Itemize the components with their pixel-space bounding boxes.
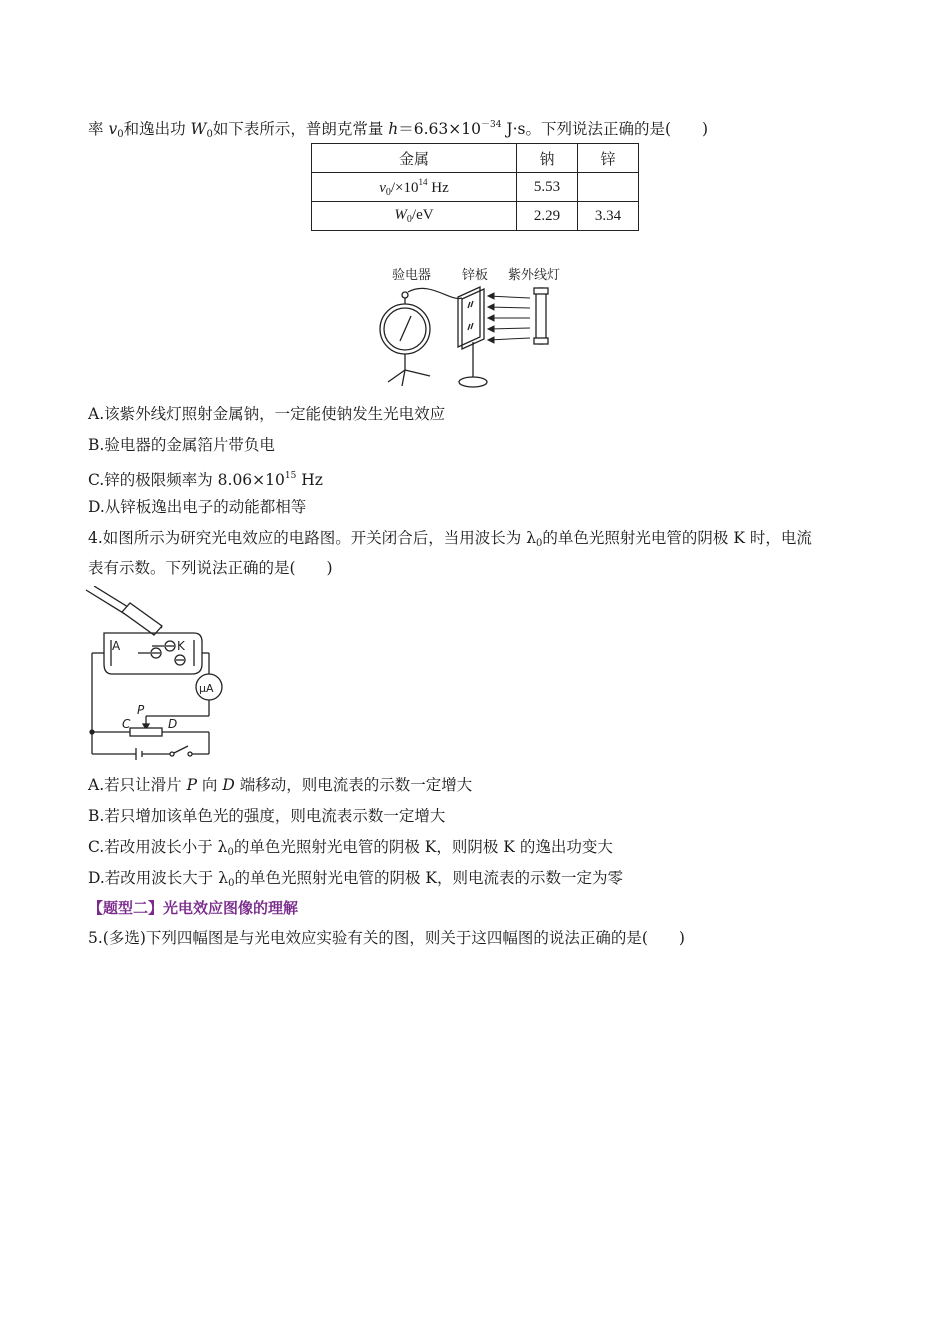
q3-option-d: D.从锌板逸出电子的动能都相等: [88, 498, 307, 516]
label-microammeter: μA: [199, 682, 214, 695]
q3-intro-text: 率: [88, 120, 109, 138]
q4-stem-line1: [88, 528, 812, 554]
section-heading: 【题型二】光电效应图像的理解: [88, 899, 299, 917]
table-row-label: [312, 202, 517, 231]
q4-option-d: [88, 868, 623, 894]
photoelectric-circuit-figure: [84, 586, 229, 766]
table-cell: 2.29: [517, 202, 578, 231]
q4-option-c-text: C.若改用波长小于 λ: [88, 838, 228, 856]
q4-option-a-text: 向: [197, 776, 223, 794]
label-d: D: [168, 717, 178, 731]
table-row: [312, 202, 639, 231]
label-uv-lamp: 紫外线灯: [508, 268, 561, 283]
table-header-cell: 锌: [578, 144, 639, 173]
label-zinc-plate: 锌板: [462, 268, 489, 283]
electroscope-figure: [370, 262, 585, 394]
q4-stem-text: 的单色光照射光电管的阴极 K 时，电流: [542, 529, 812, 547]
rheostat: [130, 728, 162, 736]
q4-option-a: [88, 775, 472, 795]
q3-intro-text: 如下表所示，普朗克常量: [212, 120, 389, 138]
label-a: A: [112, 639, 121, 653]
q3-option-c: [88, 466, 323, 490]
label-k: K: [177, 639, 185, 653]
table-cell: 5.53: [517, 173, 578, 202]
q4-option-d-text: 的单色光照射光电管的阴极 K，则电流表的示数一定为零: [234, 869, 623, 887]
zinc-plate: [458, 287, 487, 387]
row-symbol: W: [394, 207, 407, 223]
q4-option-a-p: P: [186, 776, 197, 794]
q4-stem-line2: 表有示数。下列说法正确的是( ): [88, 559, 333, 577]
q3-option-a: A.该紫外线灯照射金属钠，一定能使钠发生光电效应: [88, 405, 446, 423]
table-header-row: [312, 144, 639, 173]
connecting-wire: [408, 288, 462, 298]
metal-table: [311, 143, 639, 231]
q4-option-a-text: A.若只让滑片: [88, 776, 187, 794]
uv-rays: [488, 293, 530, 343]
q4-option-c-text: 的单色光照射光电管的阴极 K，则阴极 K 的逸出功变大: [233, 838, 613, 856]
q3-option-c-unit: Hz: [296, 471, 323, 489]
q4-stem-sub: 0: [536, 538, 543, 549]
q3-intro-text: J·s。下列说法正确的是( ): [501, 120, 709, 138]
table-row-label: [312, 173, 517, 202]
table-cell: 3.34: [578, 202, 639, 231]
q3-intro: [88, 115, 708, 145]
table-header-cell: 钠: [517, 144, 578, 173]
label-electroscope: 验电器: [392, 268, 432, 283]
q3-option-c-text: C.锌的极限频率为 8.06×10: [88, 471, 285, 489]
q4-option-a-d: D: [222, 776, 235, 794]
label-c: C: [122, 717, 131, 731]
q4-option-c-sub: 0: [227, 847, 234, 858]
uv-lamp: [534, 288, 548, 344]
q3-intro-exp: －34: [480, 120, 502, 130]
electroscope: [380, 292, 430, 386]
table-row: [312, 173, 639, 202]
table-header-cell: 金属: [312, 144, 517, 173]
q4-option-c: [88, 837, 613, 863]
switch: [170, 752, 174, 756]
q3-option-c-exp: 15: [284, 471, 297, 481]
q4-stem-text: 4.如图所示为研究光电效应的电路图。开关闭合后，当用波长为 λ: [88, 529, 537, 547]
row-symbol-sub: 0: [385, 186, 391, 198]
q3-intro-h: h: [388, 120, 399, 138]
q3-intro-v-sub: 0: [117, 129, 124, 140]
q3-intro-w: W: [190, 120, 207, 138]
q5-stem: 5.(多选)下列四幅图是与光电效应实验有关的图，则关于这四幅图的说法正确的是( ): [88, 929, 685, 947]
q3-intro-text: ＝6.63×10: [398, 120, 481, 138]
row-unit-exp: 14: [418, 176, 428, 187]
q4-option-d-sub: 0: [228, 878, 235, 889]
row-symbol-sub: 0: [406, 214, 412, 225]
q3-intro-w-sub: 0: [206, 129, 213, 140]
q3-intro-v: v: [108, 120, 118, 138]
row-unit: /eV: [411, 207, 434, 223]
row-symbol: v: [379, 179, 386, 196]
q4-option-d-text: D.若改用波长大于 λ: [88, 869, 229, 887]
row-unit-prefix: /×10: [390, 179, 419, 196]
q3-option-b: B.验电器的金属箔片带负电: [88, 436, 275, 454]
q3-intro-text: 和逸出功: [123, 120, 191, 138]
q4-option-b: B.若只增加该单色光的强度，则电流表示数一定增大: [88, 807, 446, 825]
label-p: P: [137, 703, 145, 717]
light-window: [122, 603, 162, 635]
q4-option-a-text: 端移动，则电流表的示数一定增大: [234, 776, 473, 794]
row-unit: Hz: [427, 179, 449, 196]
table-cell: [578, 173, 639, 202]
